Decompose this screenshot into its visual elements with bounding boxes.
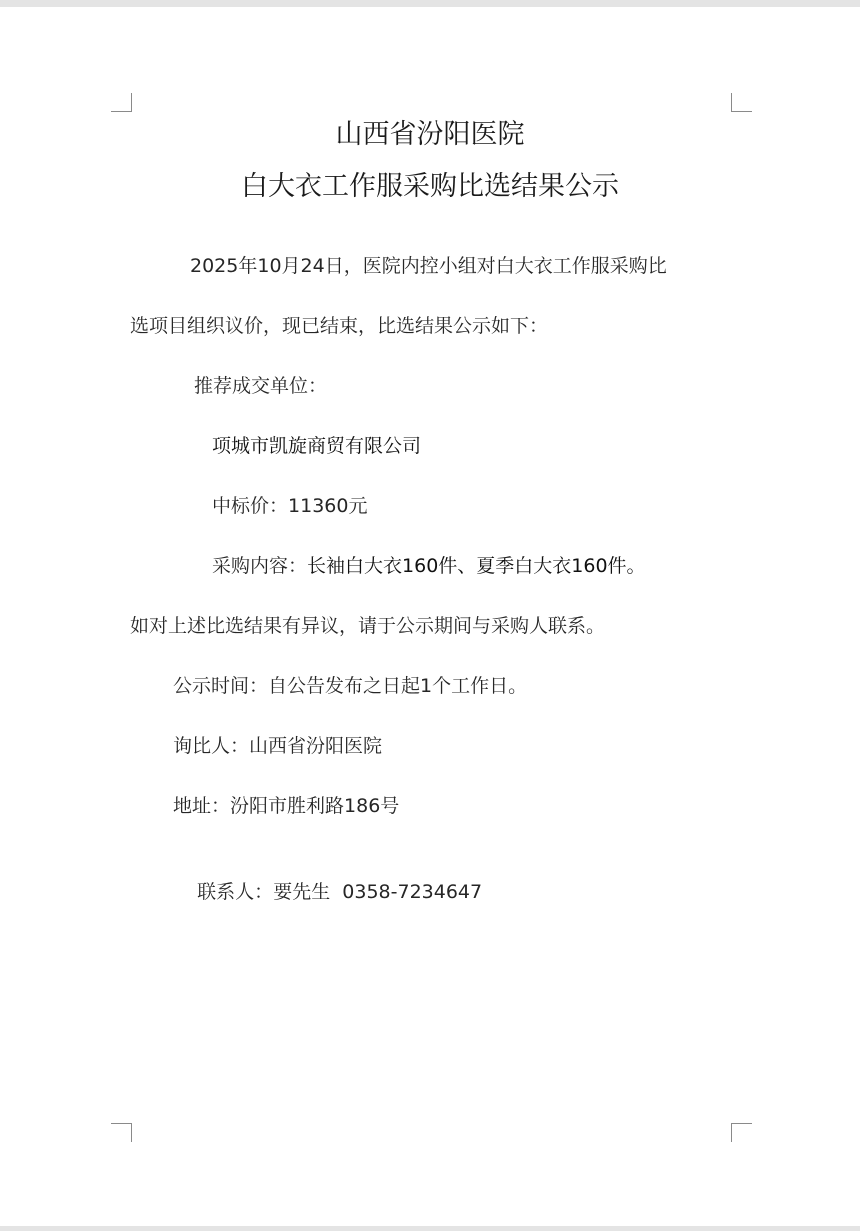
inquirer-label: 询比人：	[173, 735, 250, 757]
price-value: 11360元	[288, 495, 368, 517]
contact-label: 联系人：	[197, 881, 274, 903]
objection-note: 如对上述比选结果有异议，请于公示期间与采购人联系。	[130, 615, 606, 637]
address-label: 地址：	[173, 795, 231, 817]
crop-mark-bottom-left	[111, 1123, 132, 1142]
price-row	[212, 493, 367, 519]
contact-row	[173, 853, 482, 931]
document-title-hospital: 山西省汾阳医院	[335, 119, 525, 150]
document-title-notice: 白大衣工作服采购比选结果公示	[241, 171, 619, 202]
company-name: 项城市凯旋商贸有限公司	[212, 435, 422, 457]
crop-mark-top-right	[731, 93, 752, 112]
content-row	[212, 553, 646, 579]
crop-mark-bottom-right	[731, 1123, 752, 1142]
content-label: 采购内容：	[212, 555, 308, 577]
period-value: 自公告发布之日起1个工作日。	[268, 675, 528, 697]
period-label: 公示时间：	[173, 675, 269, 697]
intro-line-2: 选项目组织议价，现已结束，比选结果公示如下：	[130, 315, 549, 337]
contact-value: 要先生 0358-7234647	[273, 881, 483, 903]
price-label: 中标价：	[212, 495, 289, 517]
crop-mark-top-left	[111, 93, 132, 112]
inquirer-row	[173, 733, 382, 759]
intro-line-1: 2025年10月24日，医院内控小组对白大衣工作服采购比	[190, 255, 667, 277]
period-row	[173, 673, 527, 699]
document-page	[0, 7, 860, 1226]
address-row	[173, 793, 399, 819]
address-value: 汾阳市胜利路186号	[230, 795, 400, 817]
inquirer-value: 山西省汾阳医院	[249, 735, 383, 757]
recommended-label: 推荐成交单位：	[194, 375, 328, 397]
content-value: 长袖白大衣160件、夏季白大衣160件。	[307, 555, 646, 577]
